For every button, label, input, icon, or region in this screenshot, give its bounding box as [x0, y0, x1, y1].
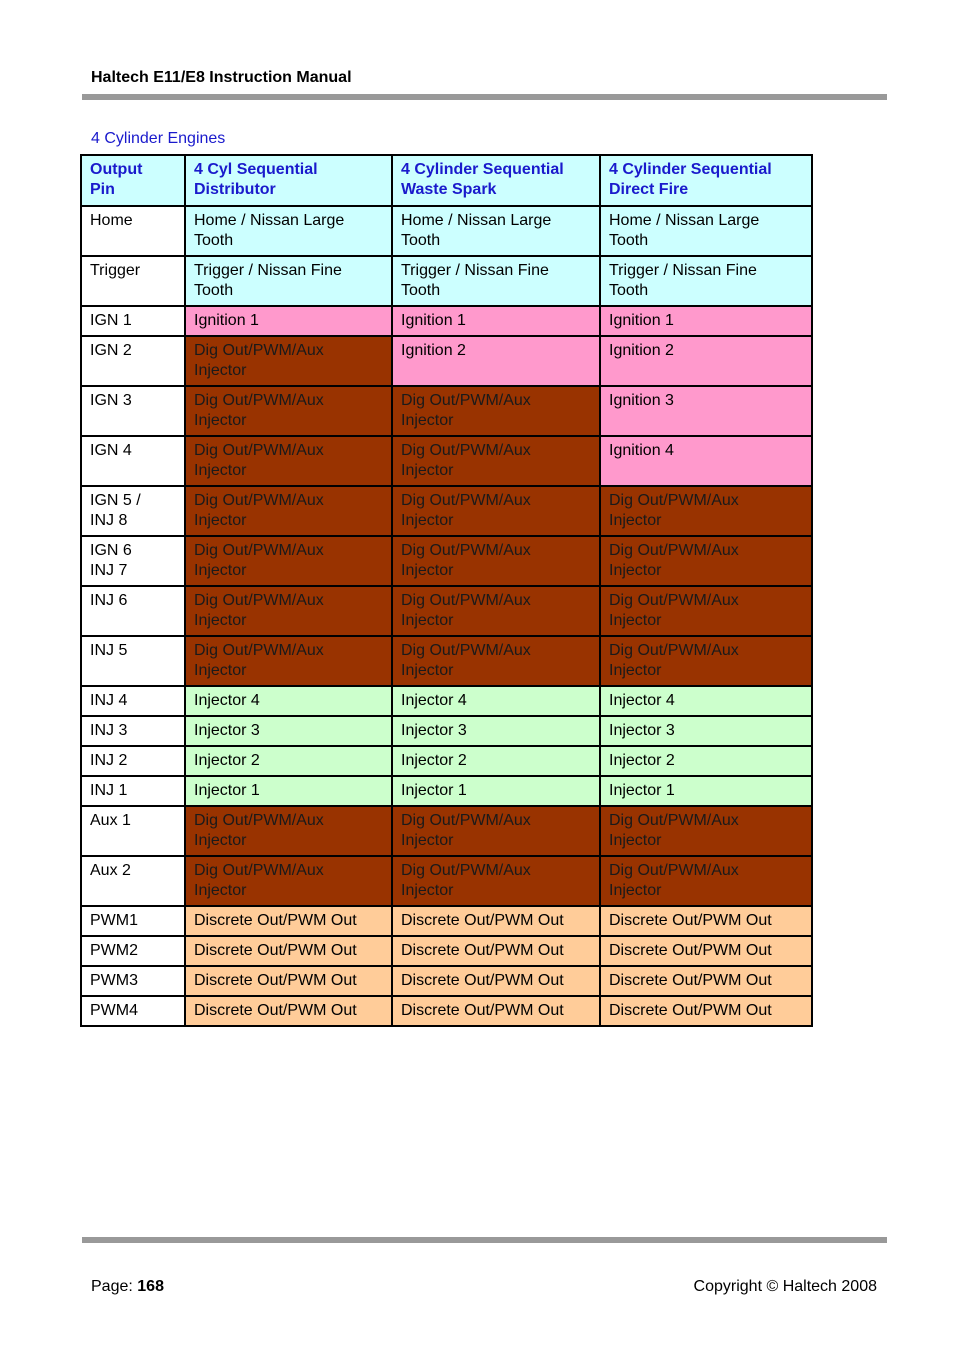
function-label: Trigger / Nissan Fine — [609, 262, 757, 279]
function-label: Dig Out/PWM/Aux — [401, 492, 531, 509]
function-label: Discrete Out/PWM Out — [609, 1002, 772, 1019]
function-label: Injector — [401, 412, 454, 429]
column-header — [392, 155, 600, 206]
function-cell — [185, 716, 392, 746]
function-cell — [392, 856, 600, 906]
function-label: Dig Out/PWM/Aux — [401, 542, 531, 559]
output-pin-cell — [81, 936, 185, 966]
function-label: Injector — [401, 462, 454, 479]
function-cell — [600, 536, 812, 586]
function-label: Injector — [194, 362, 247, 379]
function-label: Injector 3 — [609, 722, 675, 739]
output-pin-cell — [81, 386, 185, 436]
column-header-line: 4 Cylinder Sequential — [401, 161, 564, 178]
table-row — [81, 856, 812, 906]
function-cell — [185, 336, 392, 386]
function-label: Injector 4 — [194, 692, 260, 709]
function-cell — [600, 586, 812, 636]
output-pin-cell — [81, 776, 185, 806]
output-pin-cell — [81, 206, 185, 256]
function-cell — [185, 206, 392, 256]
table-row — [81, 256, 812, 306]
function-label: Tooth — [609, 232, 649, 249]
function-cell — [392, 536, 600, 586]
output-pin-label: IGN 5 / — [90, 492, 141, 509]
function-label: Ignition 4 — [609, 442, 674, 459]
function-label: Home / Nissan Large — [609, 212, 760, 229]
function-label: Discrete Out/PWM Out — [609, 942, 772, 959]
function-label: Dig Out/PWM/Aux — [609, 812, 739, 829]
output-pin-label: IGN 6 — [90, 542, 132, 559]
function-cell — [392, 686, 600, 716]
function-label: Dig Out/PWM/Aux — [401, 442, 531, 459]
output-pin-cell — [81, 966, 185, 996]
table-row — [81, 486, 812, 536]
function-label: Injector — [194, 562, 247, 579]
function-label: Dig Out/PWM/Aux — [609, 592, 739, 609]
column-header-line: Output — [90, 161, 143, 178]
function-cell — [392, 716, 600, 746]
output-pin-label: PWM4 — [90, 1002, 138, 1019]
function-cell — [392, 806, 600, 856]
function-cell — [600, 306, 812, 336]
function-cell — [392, 436, 600, 486]
column-header-line: Distributor — [194, 181, 276, 198]
function-cell — [600, 776, 812, 806]
table-row — [81, 806, 812, 856]
function-cell — [185, 636, 392, 686]
function-cell — [392, 206, 600, 256]
output-pin-label: Aux 2 — [90, 862, 131, 879]
function-label: Injector 1 — [194, 782, 260, 799]
table-row — [81, 306, 812, 336]
function-cell — [185, 966, 392, 996]
table-row — [81, 206, 812, 256]
function-cell — [392, 906, 600, 936]
output-pin-cell — [81, 536, 185, 586]
table-row — [81, 586, 812, 636]
function-label: Discrete Out/PWM Out — [194, 912, 357, 929]
output-pin-cell — [81, 256, 185, 306]
function-cell — [185, 996, 392, 1026]
function-label: Discrete Out/PWM Out — [401, 942, 564, 959]
function-label: Injector — [194, 512, 247, 529]
table-row — [81, 966, 812, 996]
output-pin-label: Aux 1 — [90, 812, 131, 829]
output-pin-label: INJ 6 — [90, 592, 128, 609]
function-label: Discrete Out/PWM Out — [194, 972, 357, 989]
footer-rule — [82, 1237, 887, 1243]
output-pin-cell — [81, 486, 185, 536]
function-label: Injector — [609, 662, 662, 679]
function-cell — [392, 486, 600, 536]
function-cell — [392, 746, 600, 776]
function-label: Injector 4 — [609, 692, 675, 709]
function-cell — [600, 336, 812, 386]
output-pin-label: IGN 4 — [90, 442, 132, 459]
function-cell — [600, 936, 812, 966]
table-row — [81, 536, 812, 586]
output-pin-label: INJ 2 — [90, 752, 128, 769]
function-label: Dig Out/PWM/Aux — [194, 642, 324, 659]
header-rule — [82, 94, 887, 100]
function-label: Injector 2 — [401, 752, 467, 769]
function-label: Injector 3 — [194, 722, 260, 739]
function-label: Injector — [401, 662, 454, 679]
output-pin-label: INJ 8 — [90, 512, 128, 529]
output-pin-cell — [81, 856, 185, 906]
function-label: Dig Out/PWM/Aux — [194, 542, 324, 559]
function-label: Ignition 1 — [194, 312, 259, 329]
function-label: Discrete Out/PWM Out — [194, 1002, 357, 1019]
function-cell — [185, 776, 392, 806]
function-cell — [600, 746, 812, 776]
column-header-line: 4 Cylinder Sequential — [609, 161, 772, 178]
function-cell — [392, 336, 600, 386]
function-label: Dig Out/PWM/Aux — [194, 592, 324, 609]
function-cell — [600, 256, 812, 306]
function-cell — [600, 386, 812, 436]
function-cell — [185, 906, 392, 936]
function-label: Injector — [609, 612, 662, 629]
function-label: Injector 3 — [401, 722, 467, 739]
function-label: Dig Out/PWM/Aux — [194, 342, 324, 359]
output-pin-cell — [81, 686, 185, 716]
function-label: Home / Nissan Large — [194, 212, 345, 229]
function-label: Discrete Out/PWM Out — [401, 972, 564, 989]
function-label: Ignition 1 — [609, 312, 674, 329]
function-label: Discrete Out/PWM Out — [609, 972, 772, 989]
function-cell — [185, 536, 392, 586]
function-label: Discrete Out/PWM Out — [194, 942, 357, 959]
output-pin-label: Home — [90, 212, 133, 229]
function-label: Dig Out/PWM/Aux — [194, 812, 324, 829]
function-label: Ignition 3 — [609, 392, 674, 409]
function-label: Injector 2 — [194, 752, 260, 769]
function-label: Injector — [194, 462, 247, 479]
table-row — [81, 716, 812, 746]
output-pin-label: INJ 3 — [90, 722, 128, 739]
manual-title: Haltech E11/E8 Instruction Manual — [91, 69, 352, 86]
output-pin-cell — [81, 336, 185, 386]
function-cell — [600, 906, 812, 936]
column-header — [81, 155, 185, 206]
function-cell — [600, 716, 812, 746]
output-pin-label: IGN 3 — [90, 392, 132, 409]
function-label: Tooth — [194, 232, 234, 249]
output-pin-cell — [81, 806, 185, 856]
function-label: Ignition 2 — [609, 342, 674, 359]
function-label: Dig Out/PWM/Aux — [194, 392, 324, 409]
function-cell — [185, 436, 392, 486]
function-label: Injector 2 — [609, 752, 675, 769]
function-label: Injector — [609, 832, 662, 849]
function-cell — [392, 636, 600, 686]
function-label: Injector — [194, 882, 247, 899]
table-header-row — [81, 155, 812, 206]
function-label: Tooth — [401, 232, 441, 249]
function-label: Dig Out/PWM/Aux — [609, 862, 739, 879]
output-pin-label: INJ 5 — [90, 642, 128, 659]
function-label: Home / Nissan Large — [401, 212, 552, 229]
table-row — [81, 746, 812, 776]
function-cell — [392, 936, 600, 966]
function-label: Injector — [401, 612, 454, 629]
copyright: Copyright © Haltech 2008 — [693, 1278, 877, 1295]
function-cell — [185, 686, 392, 716]
function-label: Injector — [401, 562, 454, 579]
function-label: Discrete Out/PWM Out — [609, 912, 772, 929]
function-label: Dig Out/PWM/Aux — [194, 492, 324, 509]
function-cell — [600, 486, 812, 536]
function-cell — [392, 306, 600, 336]
function-label: Injector — [401, 832, 454, 849]
column-header-line: Direct Fire — [609, 181, 689, 198]
output-pin-label: INJ 1 — [90, 782, 128, 799]
table-row — [81, 686, 812, 716]
function-cell — [600, 966, 812, 996]
function-label: Dig Out/PWM/Aux — [401, 592, 531, 609]
function-cell — [392, 996, 600, 1026]
function-cell — [185, 256, 392, 306]
function-cell — [185, 306, 392, 336]
function-label: Dig Out/PWM/Aux — [401, 862, 531, 879]
output-pin-label: PWM3 — [90, 972, 138, 989]
output-pin-label: INJ 4 — [90, 692, 128, 709]
function-label: Dig Out/PWM/Aux — [401, 392, 531, 409]
function-label: Ignition 2 — [401, 342, 466, 359]
function-cell — [392, 776, 600, 806]
function-label: Dig Out/PWM/Aux — [194, 862, 324, 879]
output-pin-cell — [81, 436, 185, 486]
table-row — [81, 386, 812, 436]
column-header-line: Waste Spark — [401, 181, 497, 198]
column-header-line: Pin — [90, 181, 115, 198]
function-label: Injector — [609, 512, 662, 529]
page-label: Page: — [91, 1278, 133, 1295]
function-label: Dig Out/PWM/Aux — [401, 812, 531, 829]
function-cell — [600, 996, 812, 1026]
function-label: Tooth — [194, 282, 234, 299]
function-cell — [600, 856, 812, 906]
output-pin-label: INJ 7 — [90, 562, 128, 579]
column-header-line: 4 Cyl Sequential — [194, 161, 318, 178]
function-label: Dig Out/PWM/Aux — [609, 642, 739, 659]
function-cell — [185, 486, 392, 536]
output-pin-cell — [81, 746, 185, 776]
function-cell — [392, 256, 600, 306]
function-label: Injector — [194, 612, 247, 629]
output-pin-label: IGN 2 — [90, 342, 132, 359]
table-row — [81, 936, 812, 966]
function-label: Injector — [609, 882, 662, 899]
function-label: Injector — [194, 412, 247, 429]
function-label: Injector — [609, 562, 662, 579]
function-label: Dig Out/PWM/Aux — [609, 542, 739, 559]
function-cell — [600, 636, 812, 686]
output-pin-cell — [81, 586, 185, 636]
function-label: Trigger / Nissan Fine — [194, 262, 342, 279]
function-label: Injector — [194, 832, 247, 849]
column-header — [600, 155, 812, 206]
output-pin-label: PWM2 — [90, 942, 138, 959]
function-label: Tooth — [609, 282, 649, 299]
function-label: Injector — [194, 662, 247, 679]
function-label: Injector 1 — [609, 782, 675, 799]
function-cell — [392, 386, 600, 436]
table-row — [81, 636, 812, 686]
function-label: Trigger / Nissan Fine — [401, 262, 549, 279]
function-label: Dig Out/PWM/Aux — [609, 492, 739, 509]
output-pin-cell — [81, 636, 185, 686]
function-cell — [185, 586, 392, 636]
table-row — [81, 336, 812, 386]
output-pin-cell — [81, 716, 185, 746]
page-number-value: 168 — [137, 1278, 164, 1295]
table-row — [81, 996, 812, 1026]
table-row — [81, 436, 812, 486]
output-pin-label: IGN 1 — [90, 312, 132, 329]
function-label: Discrete Out/PWM Out — [401, 1002, 564, 1019]
output-pin-label: Trigger — [90, 262, 141, 279]
function-cell — [600, 436, 812, 486]
function-label: Injector 1 — [401, 782, 467, 799]
function-cell — [392, 586, 600, 636]
function-label: Tooth — [401, 282, 441, 299]
function-label: Dig Out/PWM/Aux — [194, 442, 324, 459]
section-title: 4 Cylinder Engines — [91, 130, 226, 147]
function-cell — [392, 966, 600, 996]
function-label: Injector — [401, 882, 454, 899]
table-row — [81, 906, 812, 936]
function-cell — [185, 386, 392, 436]
output-pin-cell — [81, 996, 185, 1026]
function-label: Discrete Out/PWM Out — [401, 912, 564, 929]
output-pin-cell — [81, 306, 185, 336]
function-cell — [600, 206, 812, 256]
function-cell — [185, 856, 392, 906]
function-label: Dig Out/PWM/Aux — [401, 642, 531, 659]
output-pin-label: PWM1 — [90, 912, 138, 929]
function-cell — [185, 936, 392, 966]
output-pin-table — [80, 154, 813, 1027]
function-label: Injector 4 — [401, 692, 467, 709]
table-row — [81, 776, 812, 806]
function-cell — [185, 746, 392, 776]
column-header — [185, 155, 392, 206]
function-cell — [600, 686, 812, 716]
page-number — [91, 1278, 164, 1296]
function-label: Ignition 1 — [401, 312, 466, 329]
function-cell — [600, 806, 812, 856]
output-pin-cell — [81, 906, 185, 936]
function-cell — [185, 806, 392, 856]
function-label: Injector — [401, 512, 454, 529]
